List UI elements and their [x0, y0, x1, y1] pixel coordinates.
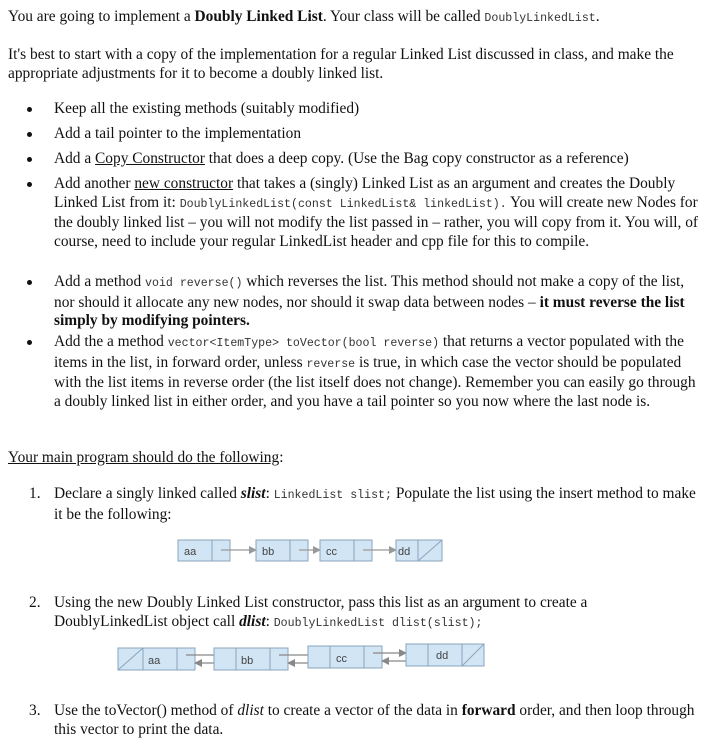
bullet-to-vector: Add the a method vector<ItemType> toVector(bool reverse) that returns a vector populated with the items in the list, in forward order, unless reverse is true, in which case the vector should be populated with the list items in reverse order (the list itself does not change). Remember you can easily go through a doubly linked list in either order, and you have a tail pointer so you now where the last node is. [54, 333, 696, 410]
dnode-cc [308, 646, 382, 668]
node-label: bb [262, 546, 275, 558]
node-label: aa [184, 546, 197, 558]
doubly-linked-list-diagram [110, 642, 500, 674]
step-number: 1. [29, 485, 41, 502]
bullet-copy-constructor: Add a Copy Constructor that does a deep copy. (Use the Bag copy constructor as a reference) [54, 150, 629, 167]
bullet-tail-pointer: Add a tail pointer to the implementation [54, 125, 302, 142]
node-label: bb [241, 655, 254, 667]
intro-paragraph: It's best to start with a copy of the implementation for a regular Linked List discussed in class, and make the appropriate adjustments for it to become a doubly linked list. [8, 46, 674, 82]
singly-linked-list-diagram [170, 536, 450, 566]
main-program-heading: Your main program should do the following: [8, 449, 284, 466]
node-label: cc [336, 653, 347, 665]
bullet-icon [27, 132, 35, 140]
node-label: aa [148, 655, 161, 667]
bullet-icon [27, 157, 35, 165]
bullet-icon [27, 280, 35, 288]
node-label: dd [436, 650, 449, 662]
dnode-bb [214, 648, 288, 670]
node-label: cc [326, 546, 337, 558]
bullet-icon [27, 182, 35, 190]
bullet-icon [27, 107, 35, 115]
node-dd [396, 540, 442, 561]
step-2-text: Using the new Doubly Linked List constructor, pass this list as an argument to create a DoublyLinkedList object call dlist: DoublyLinkedList dlist(slist); [54, 594, 588, 630]
class-title: Doubly Linked List [194, 8, 323, 25]
bullet-reverse: Add a method void reverse() which reverses the list. This method should not make a copy of the list, nor should it allocate any new nodes, nor should it swap data between nodes – it must reverse the list simply by modifying pointers. [54, 273, 685, 330]
bullet-keep-methods: Keep all the existing methods (suitably modified) [54, 100, 360, 117]
intro-line: You are going to implement a Doubly Linked List. Your class will be called DoublyLinkedList. [8, 8, 600, 25]
step-1-text: Declare a singly linked called slist: LinkedList slist; Populate the list using the insert method to make it be the following: [54, 485, 696, 523]
bullet-icon [27, 340, 35, 348]
bullet-new-constructor: Add another new constructor that takes a (singly) Linked List as an argument and creates the Doubly Linked List from it: DoublyLinkedList(const LinkedList& linkedList). You will create new Nodes for the doubly linked list – you will not modify the list passed in – rather, you will copy from it. You will, of course, need to include your regular LinkedList header and cpp file for this to compile. [54, 175, 699, 250]
node-label: dd [398, 546, 411, 558]
step-3-text: Use the toVector() method of dlist to create a vector of the data in forward order, and then loop through this vector to print the data. [54, 702, 695, 738]
dnode-dd [406, 644, 484, 666]
step-number: 2. [29, 594, 41, 611]
class-name-code: DoublyLinkedList [484, 12, 596, 25]
dnode-aa [118, 648, 195, 670]
step-number: 3. [29, 702, 41, 719]
